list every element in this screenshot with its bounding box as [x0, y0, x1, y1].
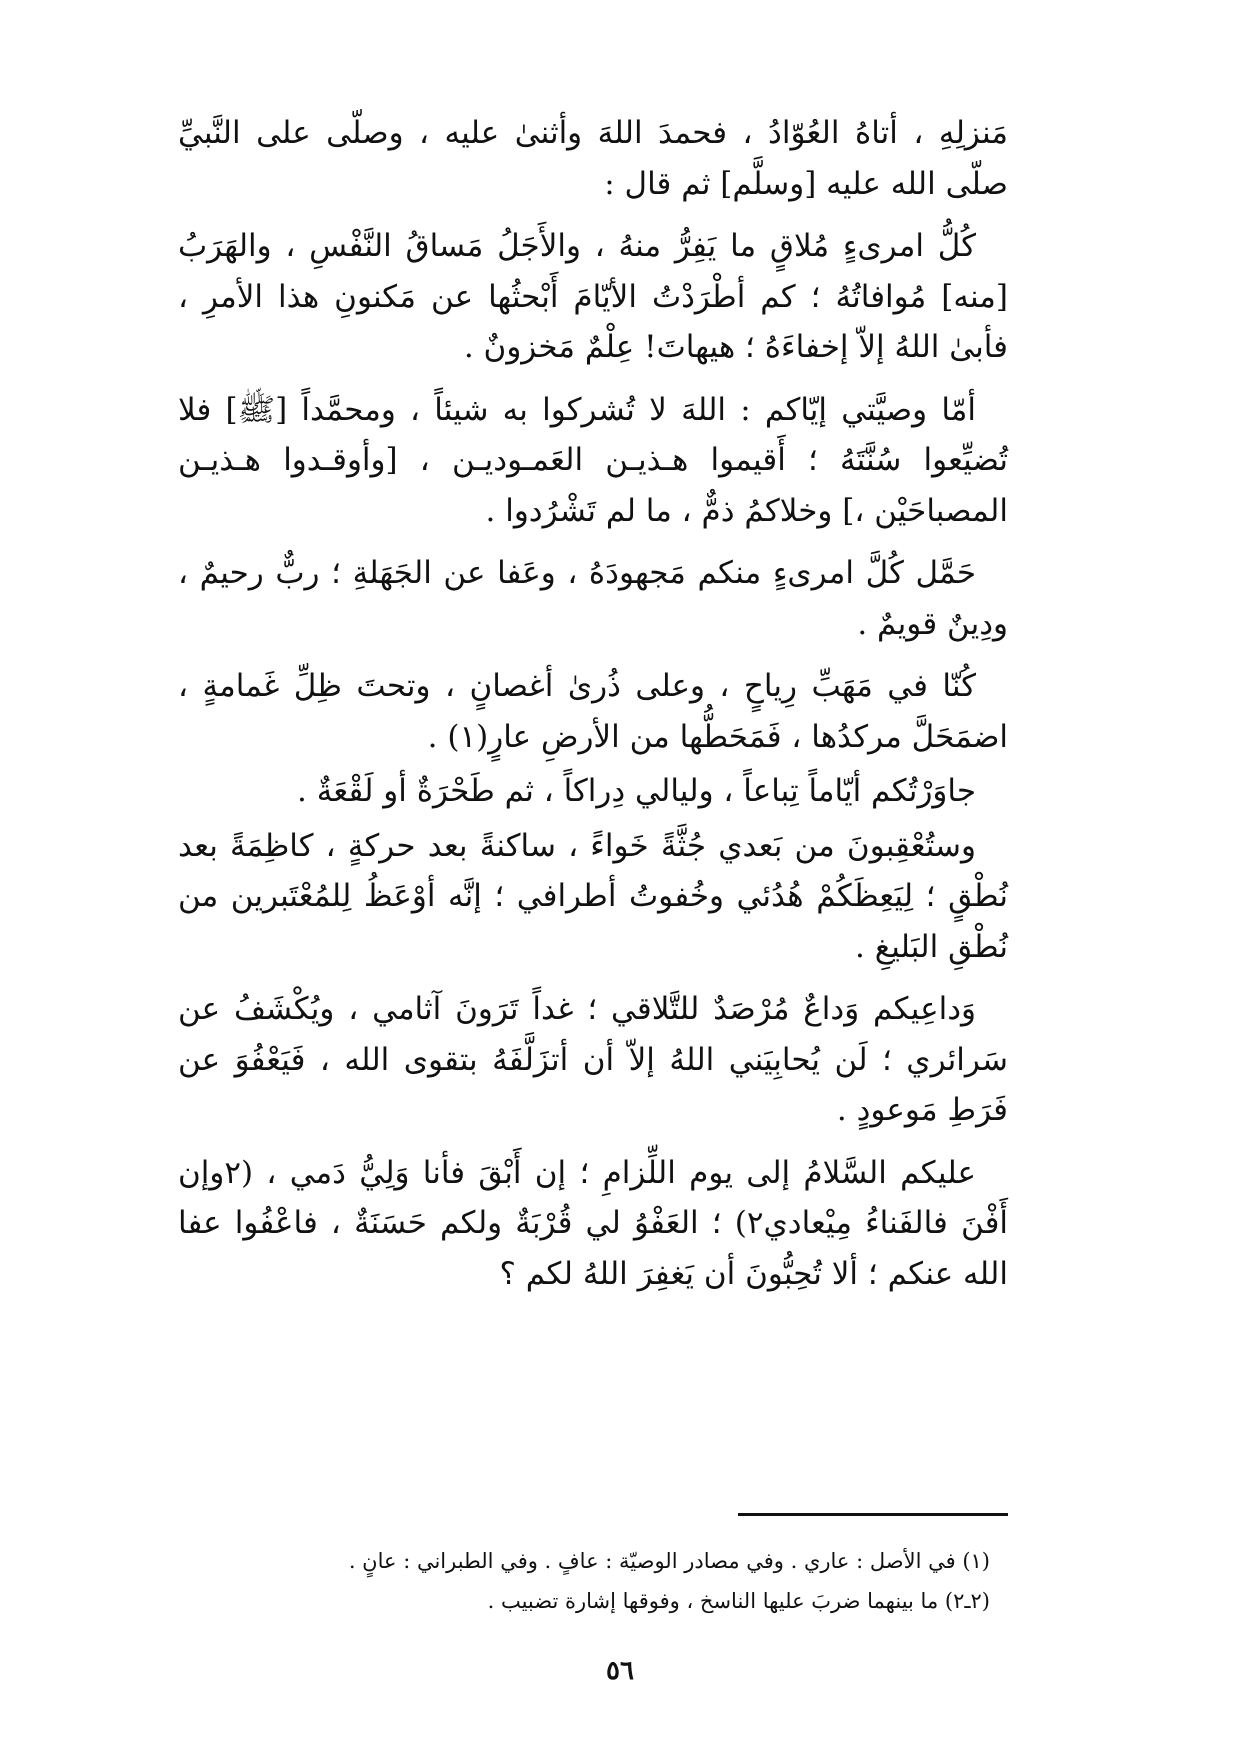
paragraph-6: جاوَرْتُكم أيّاماً تِباعاً ، وليالي دِراكاً ، ثم طَحْرَةٌ أو لَقْعَةٌ .: [297, 773, 976, 809]
body-text: [178, 108, 1008, 1311]
paragraph-5: كُنّا في مَهَبِّ رِياحٍ ، وعلى ذُرىٰ أغصانٍ ، وتحتَ ظِلِّ غَمامةٍ ، اضمَحَلَّ مركدُها ، فَمَحَطُّها من الأرضِ عارٍ(١) .: [178, 668, 1008, 755]
footnotes: [178, 1541, 1008, 1621]
paragraph-9: عليكم السَّلامُ إلى يوم اللِّزامِ ؛ إن أَبْقَ فأنا وَلِيُّ دَمي ، (٢وإن أَفْنَ فالفَناءُ مِيْعادي٢) ؛ العَفْوُ لي قُرْبَةٌ ولكم حَسَنَةٌ ، فاعْفُوا عفا الله عنكم ؛ ألا تُحِبُّونَ أن يَغفِرَ اللهُ لكم ؟: [178, 1154, 1008, 1292]
paragraph-7: وستُعْقِبونَ من بَعدي جُثَّةً خَواءً ، ساكنةً بعد حركةٍ ، كاظِمَةً بعد نُطْقٍ ؛ لِيَعِظَكُمْ هُدُئي وخُفوتُ أطرافي ؛ إنَّه أوْعَظُ لِلمُعْتَبرين من نُطْقِ البَليغِ .: [178, 827, 1008, 965]
paragraph-4: حَمَّل كُلَّ امرىءٍ منكم مَجهودَهُ ، وعَفا عن الجَهَلةِ ؛ ربٌّ رحيمٌ ، ودِينٌ قويمٌ .: [178, 555, 1008, 642]
paragraph-1: مَنزلِهِ ، أتاهُ العُوّادُ ، فحمدَ اللهَ وأثنىٰ عليه ، وصلّى على النَّبيِّ صلّى الله عليه [وسلَّم] ثم قال :: [178, 115, 1008, 202]
page-number: ٥٦: [606, 1656, 634, 1686]
paragraph-3: أمّا وصيَّتي إيّاكم : اللهَ لا تُشركوا به شيئاً ، ومحمَّداً [ﷺ] فلا تُضيِّعوا سُنَّتَهُ ؛ أَقيموا هـذيـن العَمـوديـن ، [وأوقـدوا هـذيـن المصباحَيْن ،] وخلاكمُ ذمٌّ ، ما لم تَشْرُدوا .: [178, 391, 1008, 529]
footnote-2: (٢ـ٢) ما بينهما ضربَ عليها الناسخ ، وفوقها إشارة تضبيب .: [487, 1589, 990, 1613]
paragraph-8: وَداعِيكم وَداعٌ مُرْصَدٌ للتَّلاقي ؛ غداً تَرَونَ آثامي ، ويُكْشَفُ عن سَرائري ؛ لَن يُحابِيَني اللهُ إلاّ أن أتزَلَّفَهُ بتقوى الله ، فَيَعْفُوَ عن فَرَطِ مَوعودٍ .: [178, 991, 1008, 1128]
footnote-divider: [738, 1513, 1008, 1516]
footnote-1: (١) في الأصل : عاري . وفي مصادر الوصيّة : عافٍ . وفي الطبراني : عانٍ .: [348, 1549, 990, 1573]
paragraph-2: كُلُّ امرىءٍ مُلاقٍ ما يَفِرُّ منهُ ، والأَجَلُ مَساقُ النَّفْسِ ، والهَرَبُ [منه] مُوافاتُهُ ؛ كم أطْرَدْتُ الأيّامَ أَبْحثُها عن مَكنونِ هذا الأمرِ ، فأبىٰ اللهُ إلاّ إخفاءَهُ ؛ هيهاتَ! عِلْمٌ مَخزونٌ .: [178, 228, 1008, 365]
